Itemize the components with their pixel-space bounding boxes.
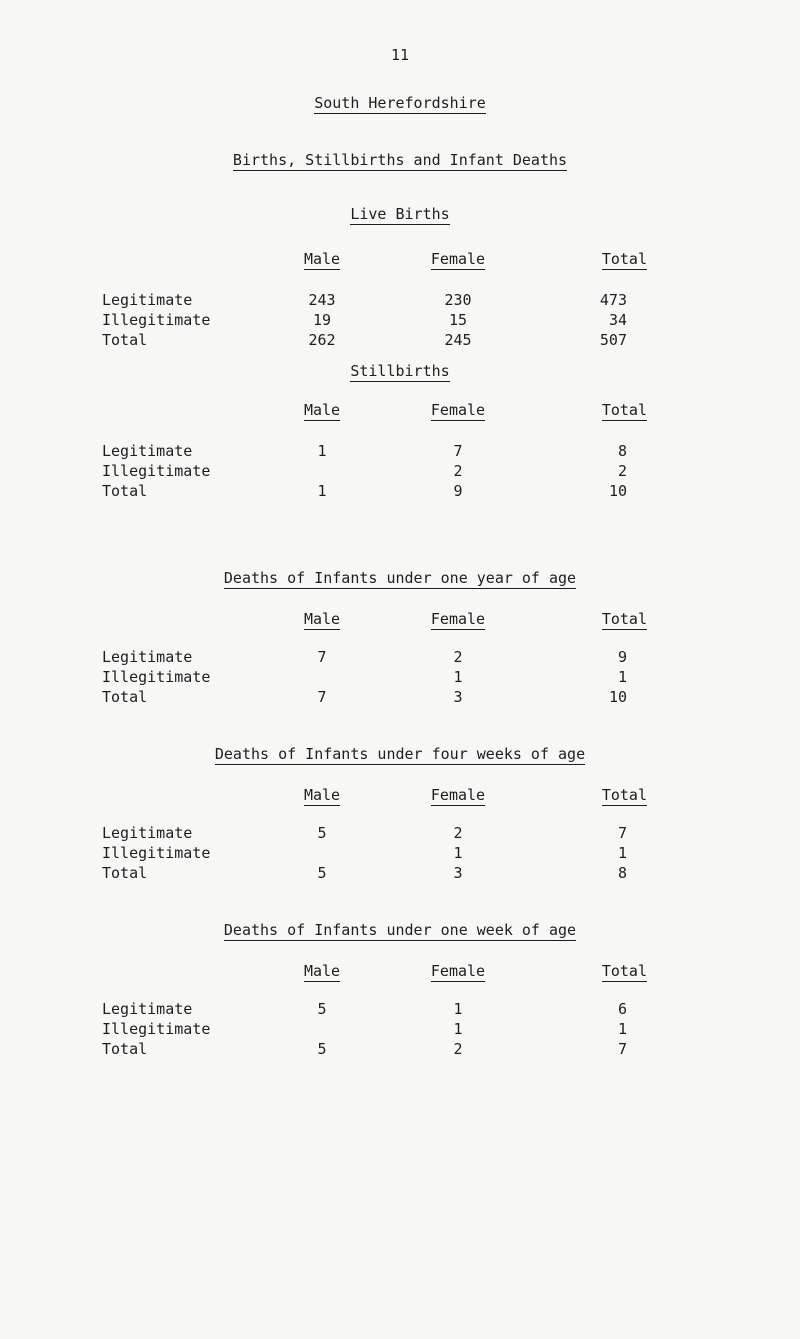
col-header-female-text: Female <box>430 962 486 980</box>
col-header-male-text: Male <box>303 786 341 804</box>
cell-male: 5 <box>317 864 327 882</box>
cell-female: 1 <box>453 1020 463 1038</box>
row-label: Legitimate <box>102 291 193 309</box>
row-label: Total <box>102 331 148 349</box>
col-header-female-text: Female <box>430 250 486 268</box>
cell-female: 2 <box>453 824 463 842</box>
col-header-male-text: Male <box>303 610 341 628</box>
cell-female: 230 <box>444 291 472 309</box>
col-header-female-text: Female <box>430 610 486 628</box>
col-header-male <box>267 962 377 980</box>
table-row <box>0 824 800 844</box>
section-heading <box>0 921 800 939</box>
cell-total: 8 <box>617 442 627 460</box>
cell-total: 473 <box>599 291 627 309</box>
cell-male: 243 <box>308 291 336 309</box>
section-heading <box>0 362 800 380</box>
table-row <box>0 1040 800 1060</box>
col-header-total-text: Total <box>601 786 647 804</box>
col-header-total-text: Total <box>601 401 647 419</box>
cell-female: 15 <box>448 311 468 329</box>
area-title <box>0 94 800 112</box>
row-label: Total <box>102 688 148 706</box>
row-label: Illegitimate <box>102 844 211 862</box>
section-heading <box>0 205 800 223</box>
table-row <box>0 844 800 864</box>
page-number: 11 <box>390 46 410 64</box>
table-row <box>0 291 800 311</box>
table-row <box>0 1020 800 1040</box>
row-label: Total <box>102 482 148 500</box>
cell-female: 7 <box>453 442 463 460</box>
table-row <box>0 688 800 708</box>
col-header-total <box>537 962 647 980</box>
col-header-total <box>537 610 647 628</box>
row-label: Total <box>102 1040 148 1058</box>
col-header-total <box>537 786 647 804</box>
table-row <box>0 668 800 688</box>
row-label: Legitimate <box>102 1000 193 1018</box>
table-row <box>0 331 800 351</box>
col-header-male <box>267 786 377 804</box>
cell-total: 1 <box>617 668 627 686</box>
col-header-male-text: Male <box>303 962 341 980</box>
cell-total: 507 <box>599 331 627 349</box>
section-heading-text: Deaths of Infants under one week of age <box>223 921 577 939</box>
cell-female: 1 <box>453 668 463 686</box>
cell-total: 7 <box>617 1040 627 1058</box>
col-header-female <box>403 401 513 419</box>
row-label: Legitimate <box>102 648 193 666</box>
cell-total: 9 <box>617 648 627 666</box>
table-row <box>0 311 800 331</box>
cell-female: 1 <box>453 844 463 862</box>
cell-female: 9 <box>453 482 463 500</box>
table-row <box>0 864 800 884</box>
col-header-female <box>403 250 513 268</box>
section-heading-text: Stillbirths <box>350 362 450 380</box>
cell-female: 245 <box>444 331 472 349</box>
col-header-male <box>267 610 377 628</box>
cell-male: 7 <box>317 688 327 706</box>
cell-male: 19 <box>312 311 332 329</box>
area-title-text: South Herefordshire <box>314 94 486 112</box>
col-header-male-text: Male <box>303 401 341 419</box>
col-header-female-text: Female <box>430 786 486 804</box>
cell-male: 5 <box>317 1000 327 1018</box>
table-row <box>0 462 800 482</box>
row-label: Legitimate <box>102 442 193 460</box>
cell-total: 2 <box>617 462 627 480</box>
col-header-female <box>403 786 513 804</box>
table-row <box>0 1000 800 1020</box>
table-row <box>0 482 800 502</box>
col-header-total-text: Total <box>601 962 647 980</box>
section-heading-text: Deaths of Infants under four weeks of age <box>214 745 586 763</box>
cell-total: 7 <box>617 824 627 842</box>
col-header-total-text: Total <box>601 250 647 268</box>
col-header-total <box>537 401 647 419</box>
cell-male: 262 <box>308 331 336 349</box>
cell-female: 2 <box>453 648 463 666</box>
row-label: Total <box>102 864 148 882</box>
cell-female: 2 <box>453 462 463 480</box>
cell-total: 8 <box>617 864 627 882</box>
cell-total: 10 <box>608 688 627 706</box>
cell-total: 34 <box>608 311 627 329</box>
col-header-female-text: Female <box>430 401 486 419</box>
col-header-total-text: Total <box>601 610 647 628</box>
table-row <box>0 648 800 668</box>
row-label: Legitimate <box>102 824 193 842</box>
table-row <box>0 442 800 462</box>
section-heading <box>0 745 800 763</box>
col-header-male <box>267 250 377 268</box>
main-title <box>0 151 800 169</box>
col-header-male-text: Male <box>303 250 341 268</box>
cell-male: 7 <box>317 648 327 666</box>
cell-male: 1 <box>317 482 327 500</box>
col-header-female <box>403 610 513 628</box>
section-heading-text: Live Births <box>350 205 450 223</box>
cell-male: 5 <box>317 824 327 842</box>
row-label: Illegitimate <box>102 1020 211 1038</box>
cell-total: 1 <box>617 844 627 862</box>
cell-total: 1 <box>617 1020 627 1038</box>
main-title-text: Births, Stillbirths and Infant Deaths <box>232 151 568 169</box>
col-header-female <box>403 962 513 980</box>
col-header-total <box>537 250 647 268</box>
section-heading <box>0 569 800 587</box>
col-header-male <box>267 401 377 419</box>
cell-total: 10 <box>608 482 627 500</box>
cell-female: 1 <box>453 1000 463 1018</box>
row-label: Illegitimate <box>102 311 211 329</box>
section-heading-text: Deaths of Infants under one year of age <box>223 569 577 587</box>
row-label: Illegitimate <box>102 462 211 480</box>
cell-male: 5 <box>317 1040 327 1058</box>
cell-total: 6 <box>617 1000 627 1018</box>
cell-female: 3 <box>453 688 463 706</box>
cell-female: 3 <box>453 864 463 882</box>
cell-male: 1 <box>317 442 327 460</box>
cell-female: 2 <box>453 1040 463 1058</box>
row-label: Illegitimate <box>102 668 211 686</box>
